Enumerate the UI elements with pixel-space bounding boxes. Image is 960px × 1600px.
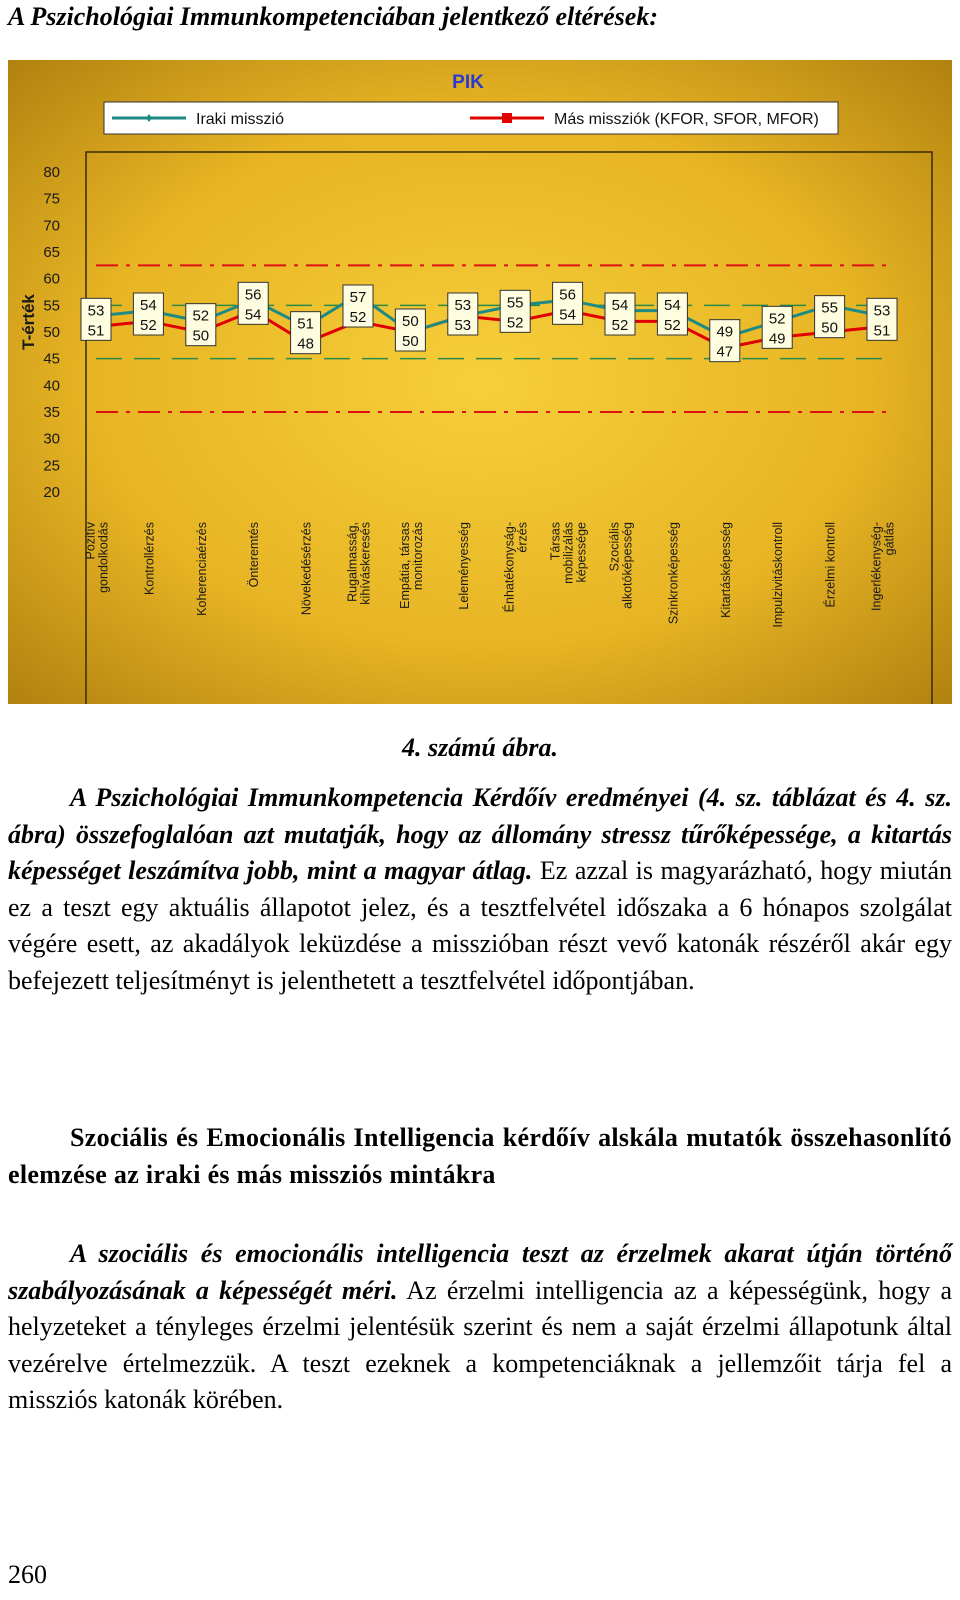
y-axis-label: T-érték: [19, 294, 38, 350]
data-label-box: [657, 293, 687, 335]
data-label: 56: [559, 286, 576, 304]
x-tick-label: Énhatékonyság-: [502, 522, 517, 613]
pik-chart: [8, 60, 952, 704]
x-category-label: [666, 522, 680, 624]
paragraph-2-emphasis: A szociális és emocionális intelligencia teszt az érzelmek akarat útján történő szabályozásának a képességét méri.: [8, 1239, 952, 1305]
y-tick-label: 65: [43, 244, 60, 261]
data-label-box: [186, 304, 216, 346]
data-label-box: [762, 306, 792, 348]
data-label: 55: [821, 299, 838, 317]
y-tick-label: 35: [43, 404, 60, 421]
x-tick-label: Növekedésérzés: [299, 522, 314, 616]
data-label-box: [815, 296, 845, 338]
x-tick-label: Kontrollérzés: [142, 522, 157, 595]
y-tick-label: 75: [43, 190, 60, 208]
data-label: 52: [611, 317, 629, 334]
x-category-label: [771, 522, 785, 628]
x-tick-label: Leleményesség: [456, 522, 471, 610]
x-category-label: [247, 522, 261, 587]
data-label: 52: [192, 307, 210, 325]
x-tick-label: monitorozás: [410, 522, 425, 591]
data-label: 54: [140, 297, 157, 314]
x-tick-label: érzés: [515, 522, 530, 553]
y-tick-label: 50: [43, 324, 60, 341]
data-label: 54: [244, 306, 262, 324]
data-label: 52: [506, 314, 524, 332]
figure-caption: 4. számú ábra.: [401, 733, 559, 762]
data-label: 54: [664, 297, 681, 314]
data-label: 57: [349, 289, 367, 306]
chart-title: PIK: [452, 72, 484, 93]
data-label: 52: [664, 317, 681, 334]
legend-label: Iraki misszió: [196, 111, 285, 128]
paragraph-2: [8, 1236, 952, 1419]
x-tick-label: Társas: [548, 522, 563, 561]
data-label-box: [710, 320, 740, 362]
data-label-box: [238, 282, 268, 324]
y-tick-label: 55: [43, 297, 60, 315]
data-label-box: [553, 282, 583, 324]
x-category-label: [719, 522, 733, 618]
data-label: 50: [402, 333, 419, 350]
data-label: 53: [873, 302, 891, 320]
data-label: 49: [768, 330, 786, 348]
section-heading: A Pszichológiai Immunkompetenciában jelentkező eltérések:: [8, 2, 658, 31]
x-tick-label: Empátia, társas: [397, 522, 412, 609]
data-label-box: [867, 298, 897, 340]
data-label: 50: [192, 327, 210, 345]
data-label: 51: [87, 322, 105, 340]
y-tick-label: 45: [43, 350, 60, 368]
page-number: 260: [8, 1560, 47, 1589]
data-label: 55: [506, 294, 524, 312]
paragraph-1: [8, 780, 952, 999]
x-tick-label: Szociális: [607, 522, 622, 572]
x-tick-label: Koherenciaérzés: [194, 522, 209, 616]
x-tick-label: mobilizálás: [561, 522, 576, 584]
x-tick-label: Önteremtés: [247, 522, 262, 588]
data-label: 48: [297, 335, 314, 353]
y-tick-label: 40: [43, 377, 60, 395]
data-label: 54: [559, 306, 576, 324]
data-label: 49: [716, 323, 734, 341]
x-tick-label: alkotóképesség: [620, 522, 635, 609]
x-tick-label: gátlás: [882, 522, 897, 556]
x-tick-label: Impulzivitáskontroll: [771, 522, 786, 628]
x-category-label: [457, 522, 471, 610]
data-label: 52: [349, 309, 367, 326]
data-label: 52: [768, 310, 786, 328]
data-label: 51: [873, 322, 891, 340]
data-label-box: [605, 293, 635, 335]
x-tick-label: Rugalmasság,: [345, 522, 360, 602]
data-label: 51: [297, 315, 314, 333]
x-tick-label: Pozitív: [83, 522, 98, 560]
data-label: 53: [454, 317, 472, 334]
y-tick-label: 30: [43, 430, 60, 448]
data-label-box: [500, 290, 530, 332]
x-category-label: [300, 522, 314, 615]
data-label: 47: [716, 343, 734, 361]
chart-legend: [104, 102, 838, 134]
data-label-box: [133, 293, 163, 335]
section-title: Szociális és Emocionális Intelligencia kérdőív alskála mutatók összehasonlító elemzése az iraki és más missziós mintákra: [8, 1123, 952, 1189]
x-tick-label: Érzelmi kontroll: [823, 522, 838, 608]
x-category-label: [823, 522, 838, 607]
data-label: 50: [402, 313, 419, 330]
data-label: 50: [821, 319, 838, 337]
data-label-box: [291, 312, 321, 354]
data-label: 53: [87, 302, 105, 320]
legend-label: Más missziók (KFOR, SFOR, MFOR): [554, 111, 819, 128]
data-label-box: [81, 298, 111, 340]
x-tick-label: Ingerlékenység-: [869, 522, 884, 611]
y-tick-label: 80: [43, 164, 60, 181]
x-tick-label: Szinkronképesség: [666, 522, 681, 625]
legend-marker: [502, 113, 512, 123]
x-tick-label: képessége: [574, 522, 589, 583]
data-label-box: [343, 285, 373, 327]
x-tick-label: kihíváskeresés: [358, 522, 373, 605]
paragraph-2-text: Az érzelmi intelligencia az a képességünk, hogy a helyzeteket a tényleges érzelmi jelentésük szerint és nem a saját érzelmi állapotunk által vezérelve értelmezzük. A teszt ezeknek a kompetenciáknak a jellemzőit tárja fel a missziós katonák körében.: [8, 1275, 952, 1414]
x-category-label: [195, 522, 209, 616]
data-label: 53: [454, 297, 472, 314]
data-label-box: [448, 293, 478, 335]
chart-svg: [8, 60, 952, 704]
y-tick-label: 20: [43, 484, 60, 501]
x-tick-label: gondolkodás: [96, 522, 111, 593]
data-label: 56: [244, 286, 262, 304]
y-tick-label: 70: [43, 217, 60, 235]
y-tick-label: 60: [43, 270, 60, 288]
y-tick-label: 25: [43, 457, 60, 475]
x-category-label: [346, 522, 373, 605]
x-tick-label: Kitartásképesség: [718, 522, 733, 618]
paragraph-1-emphasis: A Pszichológiai Immunkompetencia Kérdőív eredményei (4. sz. táblázat és 4. sz. ábra) összefoglalóan azt mutatják, hogy az állomány stressz tűrőképessége, a kitartás képességet leszámítva jobb, mint a magyar átlag.: [8, 783, 952, 885]
paragraph-1-text: Ez azzal is magyarázható, hogy miután ez a teszt egy aktuális állapotot jelez, és a tesztfelvétel időszaka a 6 hónapos szolgálat végére esett, az akadályok leküzdése a misszióban részt vevő katonák részéről akár egy befejezett teljesítményt is jelenthetett a tesztfelvétel időpontjában.: [8, 856, 952, 995]
data-label: 54: [611, 297, 629, 314]
data-label-box: [395, 309, 425, 351]
chart-background: [8, 60, 952, 704]
x-category-label: [142, 522, 156, 595]
data-label: 52: [140, 317, 157, 334]
